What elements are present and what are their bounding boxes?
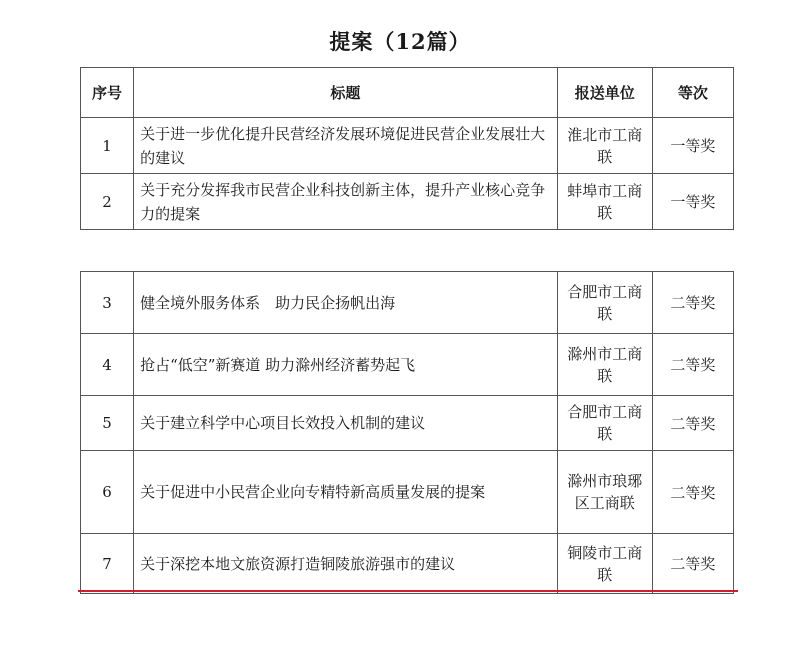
- row-title: 健全境外服务体系 助力民企扬帆出海: [134, 272, 558, 334]
- row-unit: 滁州市工商联: [557, 334, 652, 396]
- row-rank: 二等奖: [652, 334, 733, 396]
- row-title: 关于促进中小民营企业向专精特新高质量发展的提案: [134, 451, 558, 534]
- row-unit: 淮北市工商联: [557, 118, 652, 174]
- table-header-row: [81, 68, 734, 118]
- row-rank: 二等奖: [652, 272, 733, 334]
- red-underline: [78, 590, 738, 592]
- row-unit: 蚌埠市工商联: [557, 174, 652, 230]
- table-row: [81, 334, 734, 396]
- row-title: 关于进一步优化提升民营经济发展环境促进民营企业发展壮大的建议: [134, 118, 558, 174]
- row-unit: 合肥市工商联: [557, 272, 652, 334]
- table-row: [81, 174, 734, 230]
- row-rank: 二等奖: [652, 396, 733, 451]
- header-unit: 报送单位: [557, 68, 652, 118]
- row-no: 1: [81, 118, 134, 174]
- row-rank: 一等奖: [652, 118, 733, 174]
- page-title: 提案（12篇）: [329, 29, 471, 54]
- row-title: 抢占“低空”新赛道 助力滁州经济蓄势起飞: [134, 334, 558, 396]
- row-no: 6: [81, 451, 134, 534]
- row-no: 3: [81, 272, 134, 334]
- row-rank: 一等奖: [652, 174, 733, 230]
- table-row: [81, 272, 734, 334]
- table-row: [81, 396, 734, 451]
- header-rank: 等次: [652, 68, 733, 118]
- row-unit: 铜陵市工商联: [557, 534, 652, 594]
- awards-table-bottom: [80, 271, 734, 594]
- table-row: [81, 118, 734, 174]
- row-unit: 滁州市琅琊区工商联: [557, 451, 652, 534]
- row-rank: 二等奖: [652, 534, 733, 594]
- row-no: 2: [81, 174, 134, 230]
- awards-table-top: [80, 67, 734, 230]
- row-unit: 合肥市工商联: [557, 396, 652, 451]
- table-row: [81, 534, 734, 594]
- row-title: 关于充分发挥我市民营企业科技创新主体，提升产业核心竞争力的提案: [134, 174, 558, 230]
- row-title: 关于深挖本地文旅资源打造铜陵旅游强市的建议: [134, 534, 558, 594]
- row-rank: 二等奖: [652, 451, 733, 534]
- row-no: 5: [81, 396, 134, 451]
- row-no: 7: [81, 534, 134, 594]
- header-title: 标题: [134, 68, 558, 118]
- row-title: 关于建立科学中心项目长效投入机制的建议: [134, 396, 558, 451]
- table-row: [81, 451, 734, 534]
- row-no: 4: [81, 334, 134, 396]
- header-no: 序号: [81, 68, 134, 118]
